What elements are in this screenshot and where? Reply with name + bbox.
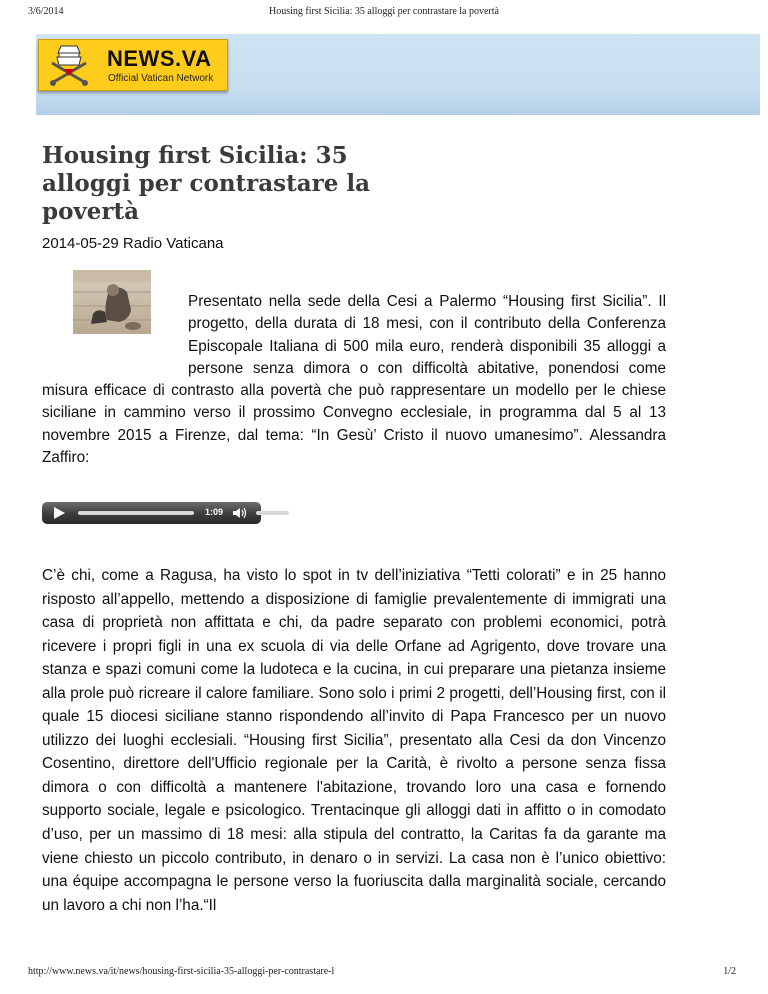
volume-icon[interactable]	[232, 507, 248, 519]
play-icon[interactable]	[54, 507, 65, 519]
article-meta: 2014-05-29 Radio Vaticana	[42, 235, 224, 252]
logo-subtitle: Official Vatican Network	[108, 73, 214, 84]
logo-name: NEWS.VA	[107, 46, 212, 71]
print-header	[0, 6, 768, 20]
article-paragraph-1	[42, 291, 666, 469]
banner-strip	[36, 92, 760, 115]
print-date: 3/6/2014	[28, 6, 64, 17]
print-footer	[0, 966, 768, 980]
photo-float-space	[42, 291, 188, 359]
audio-time: 1:09	[205, 507, 224, 517]
article-title: Housing first Sicilia: 35 alloggi per contrastare la povertà	[42, 142, 371, 225]
papal-keys-emblem-icon	[44, 43, 94, 87]
article-paragraph-2: C’è chi, come a Ragusa, ha visto lo spot in tv dell’iniziativa “Tetti colorati” e in 25 hanno risposto all’appello, mettendo a disposizione di famiglie prevalentemente di immigrati una casa di proprietà non affittata e chi, da padre separato con problemi economici, potrà ricevere i propri figli in una ex scuola di via delle Orfane ad Agrigento, dove trovare una stanza e spazi comuni come la ludoteca e la cucina, in cui preparare una pietanza insieme alla prole può ricreare il calore familiare. Sono solo i primi 2 progetti, dell’Housing first, con il quale 15 diocesi siciliane stanno rispondendo all’invito di Papa Francesco per un nuovo utilizzo dei luoghi ecclesiali. “Housing first Sicilia”, presentato alla Cesi da don Vincenzo Cosentino, direttore dell'Ufficio regionale per la Carità, è rivolto a persone senza fissa dimora o con difficoltà a mantenere l'abitazione, trovando loro una casa e fornendo supporto sociale, legale e psicologico. Trentacinque gli alloggi dati in affitto o in comodato d’uso, per un massimo di 18 mesi: alla stipula del contratto, la Caritas fa da garante ma viene chiesto un piccolo contributo, in denaro o in servizi. La casa non è l’unico obiettivo: una équipe accompagna le persone verso la fuoriuscita dalla marginalità sociale, cercando un lavoro a chi non l’ha.“Il	[42, 567, 666, 914]
print-page-number: 1/2	[723, 966, 736, 977]
site-banner	[36, 34, 760, 115]
print-url: http://www.news.va/it/news/housing-first-sicilia-35-alloggi-per-contrastare-l	[28, 966, 335, 977]
paragraph-1-text: Presentato nella sede della Cesi a Palermo “Housing first Sicilia”. Il progetto, della durata di 18 mesi, con il contributo della Conferenza Episcopale Italiana di 500 mila euro, renderà disponibili 35 alloggi a persone senza dimora o con difficoltà abitative, ponendosi come misura efficace di contrasto alla povertà che può rappresentare un modello per le chiese siciliane in cammino verso il prossimo Convegno ecclesiale, in programma dal 5 al 13 novembre 2015 a Firenze, dal tema: “In Gesù’ Cristo il nuovo umanesimo”. Alessandra Zaffiro:	[42, 293, 666, 467]
audio-player[interactable]	[42, 502, 261, 524]
news-va-logo[interactable]	[38, 39, 228, 91]
volume-slider[interactable]	[256, 511, 289, 515]
audio-progress-track[interactable]	[78, 511, 194, 515]
print-page-title: Housing first Sicilia: 35 alloggi per contrastare la povertà	[269, 6, 499, 17]
